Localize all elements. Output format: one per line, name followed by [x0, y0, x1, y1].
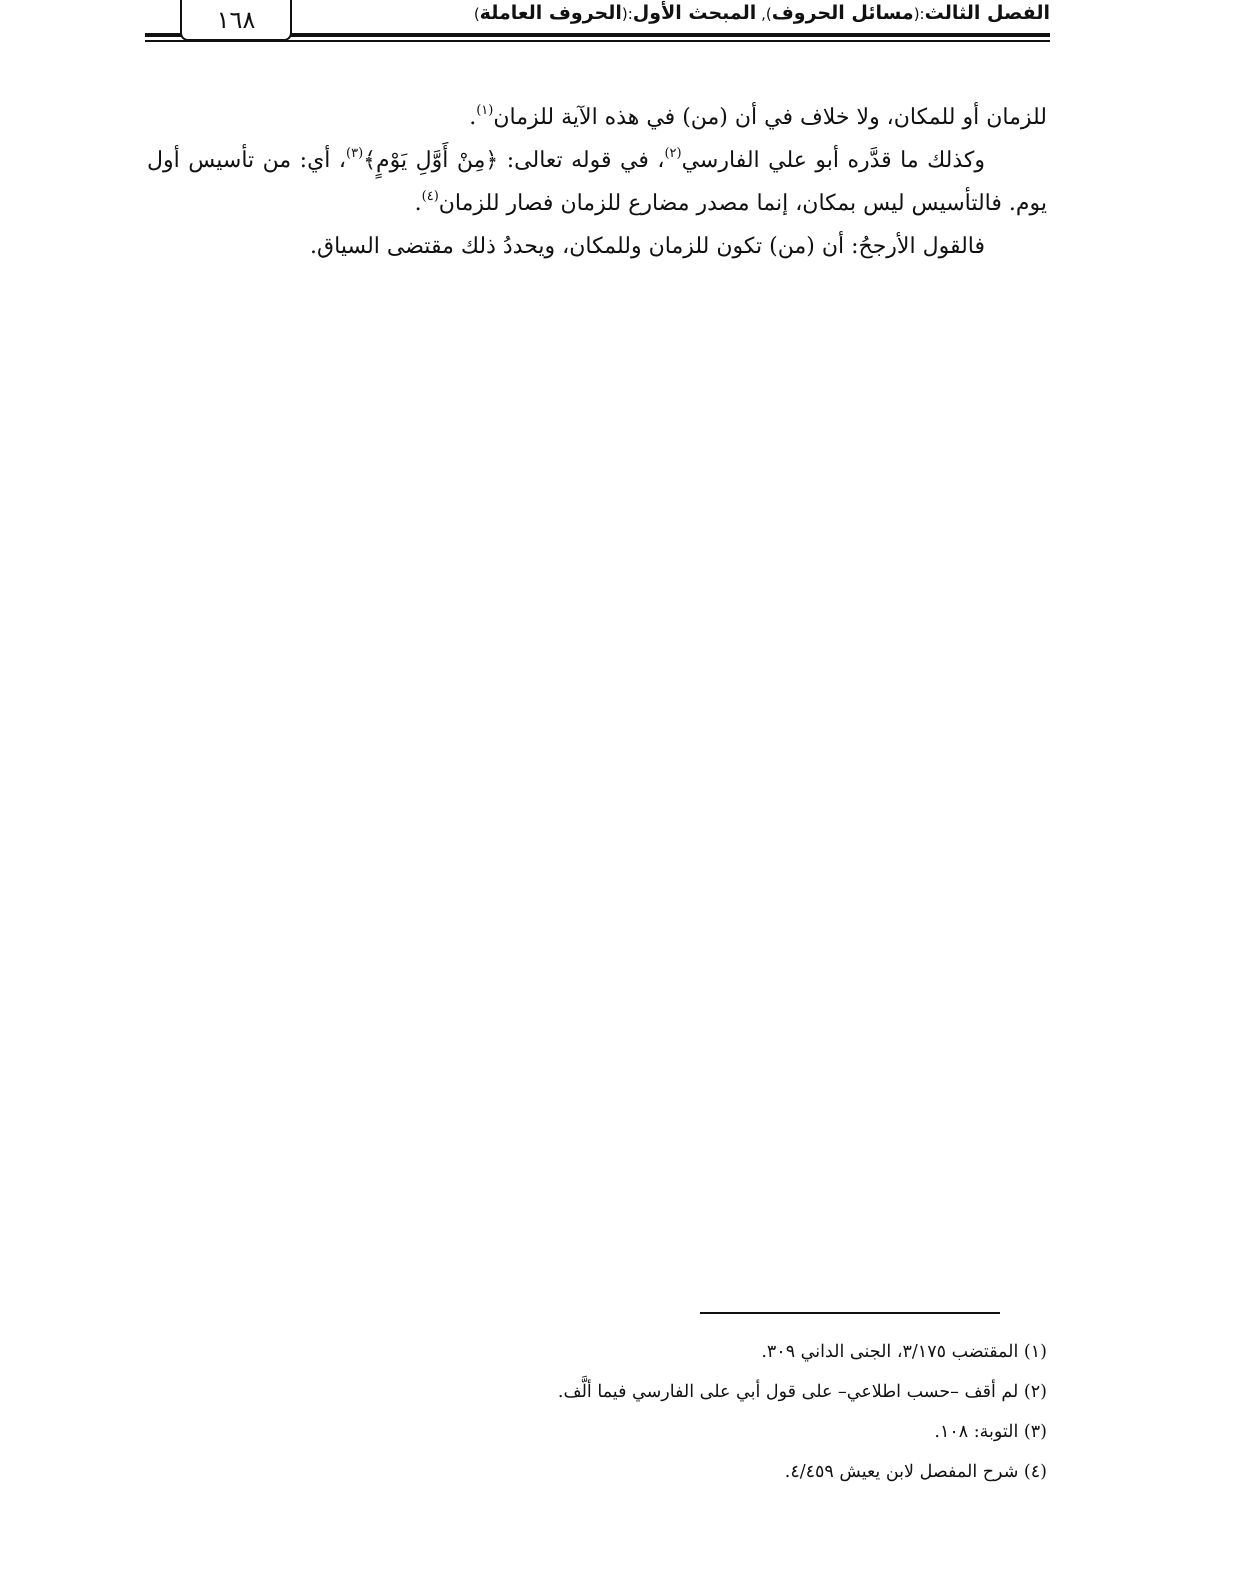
paragraph-2-text-c: ، أي: من تأسيس أول يوم. فالتأسيس ليس بمكان، إنما مصدر مضارع للزمان فصار للزمان — [147, 148, 1047, 216]
header-section: المبحث الأول — [632, 2, 757, 24]
footnote-separator — [700, 1312, 1000, 1314]
footnote-ref-4: (٤) — [421, 189, 439, 204]
footnote-1: (١) المقتضب ٣/١٧٥، الجنى الداني ٣٠٩. — [761, 1342, 1047, 1362]
paragraph-2 — [147, 139, 1047, 225]
page-number — [180, 0, 292, 41]
paragraph-3-text: فالقول الأرجحُ: أن (من) تكون للزمان وللمكان، ويحددُ ذلك مقتضى السياق. — [310, 234, 985, 259]
footnote-4: (٤) شرح المفصل لابن يعيش ٤/٤٥٩. — [784, 1462, 1047, 1482]
footnote-ref-2: (٢) — [664, 146, 682, 161]
quran-verse: ﴿مِنْ أَوَّلِ يَوْمٍ﴾ — [363, 148, 499, 173]
page-number-text: ١٦٨ — [216, 5, 256, 34]
main-text — [147, 96, 1047, 268]
footnote-2: (٢) لم أقف –حسب اطلاعي– على قول أبي على الفارسي فيما ألَّف. — [557, 1382, 1047, 1402]
paragraph-1-end: . — [469, 105, 477, 130]
paragraph-3 — [147, 225, 1047, 268]
header-sep-3: :( — [621, 5, 633, 23]
header-chapter-topic: مسائل الحروف — [771, 2, 914, 24]
header-sep-1: :( — [913, 5, 925, 23]
footnote-3: (٣) التوبة: ١٠٨. — [934, 1422, 1047, 1442]
paragraph-1-text: للزمان أو للمكان، ولا خلاف في أن (من) في هذه الآية للزمان — [493, 105, 1047, 130]
running-header-title — [474, 2, 1050, 25]
paragraph-1 — [147, 96, 1047, 139]
footnote-ref-1: (١) — [476, 103, 494, 118]
footnote-ref-3: (٣) — [346, 146, 364, 161]
header-sep-4: ) — [473, 5, 480, 23]
header-section-topic: الحروف العاملة — [479, 2, 622, 24]
header-chapter: الفصل الثالث — [924, 2, 1050, 24]
header-sep-2: ), — [756, 5, 772, 23]
paragraph-2-end: . — [414, 191, 422, 216]
page-header — [145, 0, 1050, 44]
footnotes — [147, 1332, 1047, 1492]
paragraph-2-text-a: وكذلك ما قدَّره أبو علي الفارسي — [681, 148, 986, 173]
paragraph-2-text-b: ، في قوله تعالى: — [498, 148, 665, 173]
